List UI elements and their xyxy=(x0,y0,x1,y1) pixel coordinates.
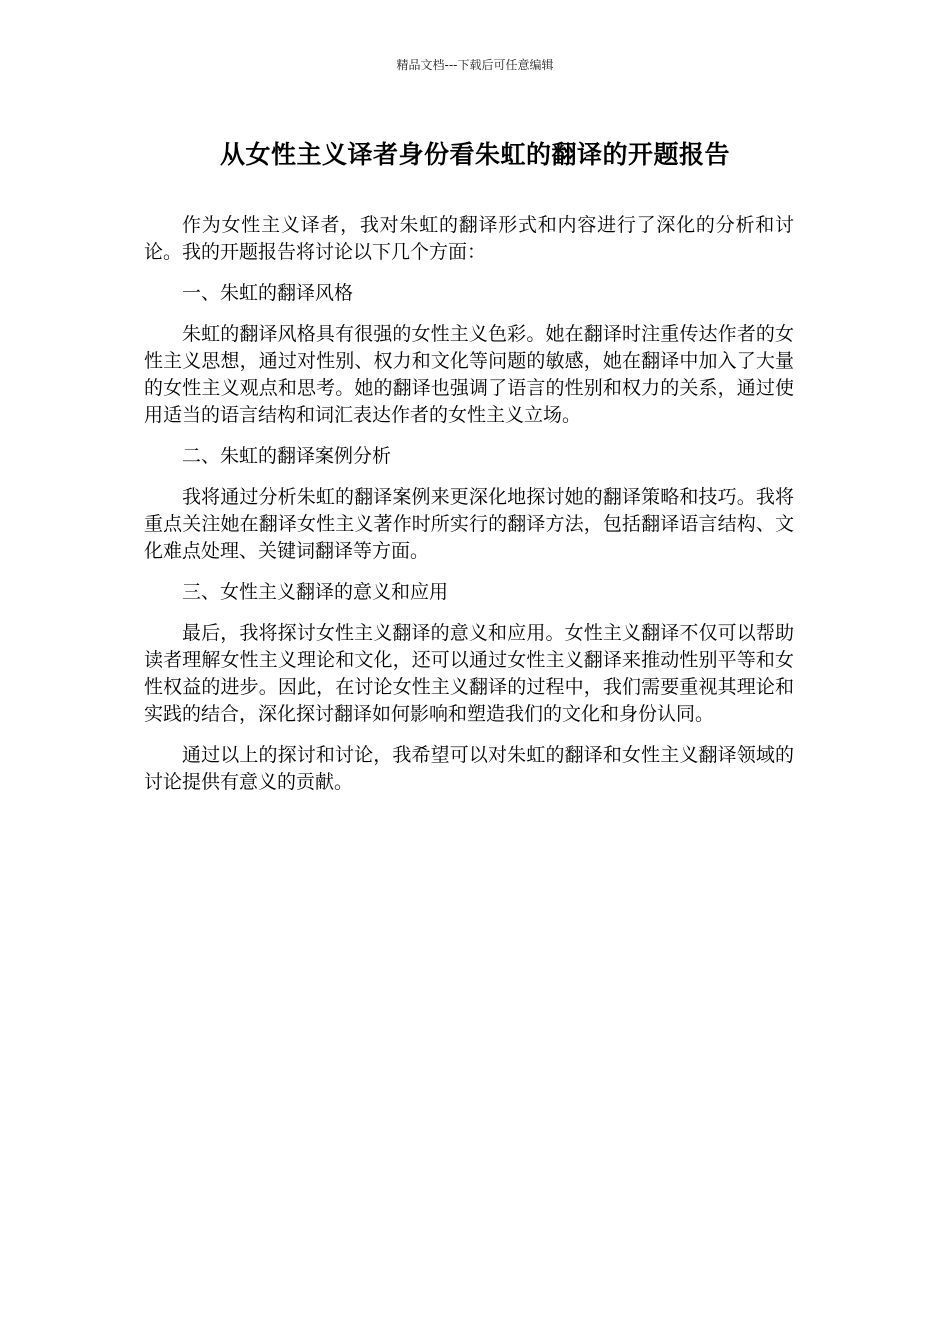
section-paragraph-1: 朱虹的翻译风格具有很强的女性主义色彩。她在翻译时注重传达作者的女性主义思想，通过对性别、权力和文化等问题的敏感，她在翻译中加入了大量的女性主义观点和思考。她的翻译也强调了语言的性别和权力的关系，通过使用适当的语言结构和词汇表达作者的女性主义立场。 xyxy=(144,323,794,426)
section-heading-1: 一、朱虹的翻译风格 xyxy=(182,282,354,304)
section-heading-3: 三、女性主义翻译的意义和应用 xyxy=(182,581,449,603)
section-paragraph-3: 最后，我将探讨女性主义翻译的意义和应用。女性主义翻译不仅可以帮助读者理解女性主义理论和文化，还可以通过女性主义翻译来推动性别平等和女性权益的进步。因此，在讨论女性主义翻译的过程中，我们需要重视其理论和实践的结合，深化探讨翻译如何影响和塑造我们的文化和身份认同。 xyxy=(144,622,794,725)
conclusion-paragraph: 通过以上的探讨和讨论，我希望可以对朱虹的翻译和女性主义翻译领域的讨论提供有意义的贡献。 xyxy=(144,744,794,793)
section-paragraph-2: 我将通过分析朱虹的翻译案例来更深化地探讨她的翻译策略和技巧。我将重点关注她在翻译女性主义著作时所实行的翻译方法，包括翻译语言结构、文化难点处理、关键词翻译等方面。 xyxy=(144,486,794,562)
document-title: 从女性主义译者身份看朱虹的翻译的开题报告 xyxy=(219,140,730,169)
document-body xyxy=(144,212,794,810)
intro-paragraph: 作为女性主义译者，我对朱虹的翻译形式和内容进行了深化的分析和讨论。我的开题报告将讨论以下几个方面： xyxy=(144,214,794,263)
header-note: 精品文档---下载后可任意编辑 xyxy=(396,58,554,72)
section-heading-2: 二、朱虹的翻译案例分析 xyxy=(182,445,392,467)
